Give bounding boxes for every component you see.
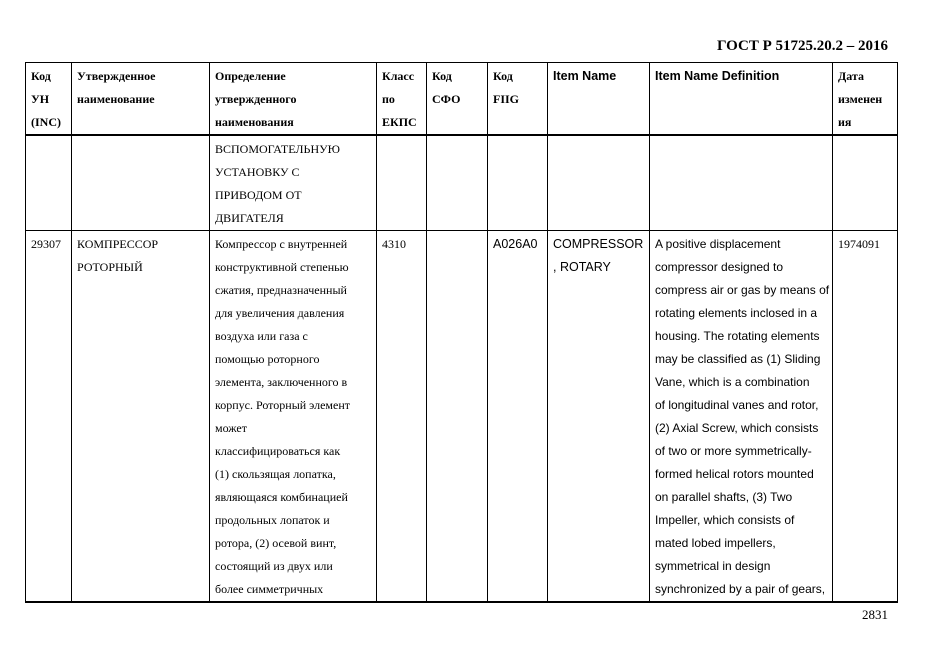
header-label-line: УН <box>31 92 50 106</box>
header-label-line: Item Name Definition <box>655 69 780 83</box>
table-row-continuation <box>26 135 898 231</box>
cell-text-line: of two or more symmetrically- <box>655 444 812 458</box>
cell-text-line: РОТОРНЫЙ <box>77 260 143 274</box>
cell-text-line: formed helical rotors mounted <box>655 467 814 481</box>
col-header-item-name <box>548 63 650 136</box>
table-row <box>26 231 898 603</box>
cell-item-name-definition <box>650 231 833 603</box>
header-label-line: Код <box>493 69 513 83</box>
header-label-line: ЕКПС <box>382 115 417 129</box>
header-label-line: (INC) <box>31 115 61 129</box>
cell-change-date <box>833 135 898 231</box>
header-label-line: Код <box>432 69 452 83</box>
cell-class <box>377 135 427 231</box>
header-label-line: FIIG <box>493 92 520 106</box>
header-label-line: Класс <box>382 69 415 83</box>
cell-class: 4310 <box>377 231 427 603</box>
header-label-line: Код <box>31 69 51 83</box>
cell-definition <box>210 135 377 231</box>
cell-text-line: compress air or gas by means of <box>655 283 830 297</box>
cell-text-line: Impeller, which consists of <box>655 513 795 527</box>
cell-sfo <box>427 231 488 603</box>
col-header-definition <box>210 63 377 136</box>
cell-definition <box>210 231 377 603</box>
page-number: 2831 <box>862 607 888 622</box>
header-label-line: Дата <box>838 69 864 83</box>
cell-text-line: конструктивной степенью <box>215 260 349 274</box>
header-label-line: утвержденного <box>215 92 297 106</box>
cell-approved-name <box>72 135 210 231</box>
cell-fiig <box>488 135 548 231</box>
cell-text-line: ВСПОМОГАТЕЛЬНУЮ <box>215 142 340 156</box>
cell-text-line: on parallel shafts, (3) Two <box>655 490 793 504</box>
document-header: ГОСТ Р 51725.20.2 – 2016 <box>716 38 888 54</box>
cell-text-line: УСТАНОВКУ С <box>215 165 300 179</box>
cell-text-line: housing. The rotating elements <box>655 329 820 343</box>
cell-text-line: более симметричных <box>215 582 324 596</box>
cell-text-line: корпус. Роторный элемент <box>215 398 351 412</box>
col-header-sfo <box>427 63 488 136</box>
header-label-line: ия <box>838 115 852 129</box>
cell-item-name <box>548 231 650 603</box>
cell-text-line: A positive displacement <box>655 237 781 251</box>
cell-text-line: symmetrical in design <box>655 559 771 573</box>
header-label-line: Определение <box>215 69 286 83</box>
cell-text-line: состоящий из двух или <box>215 559 333 573</box>
cell-text-line: ДВИГАТЕЛЯ <box>215 211 284 225</box>
cell-fiig: A026A0 <box>488 231 548 603</box>
cell-text-line: продольных лопаток и <box>215 513 330 527</box>
col-header-class <box>377 63 427 136</box>
col-header-change-date <box>833 63 898 136</box>
cell-text-line: COMPRESSOR <box>553 237 644 251</box>
cell-item-name-definition <box>650 135 833 231</box>
cell-change-date: 1974091 <box>833 231 898 603</box>
cell-sfo <box>427 135 488 231</box>
cell-text-line: воздуха или газа с <box>215 329 308 343</box>
catalog-table <box>25 62 898 603</box>
cell-inc <box>26 135 72 231</box>
cell-text-line: mated lobed impellers, <box>655 536 776 550</box>
cell-text-line: ПРИВОДОМ ОТ <box>215 188 302 202</box>
cell-text-line: synchronized by a pair of gears, <box>655 582 826 596</box>
header-label-line: по <box>382 92 395 106</box>
cell-text-line: КОМПРЕССОР <box>77 237 159 251</box>
header-row <box>26 63 898 136</box>
cell-text-line: may be classified as (1) Sliding <box>655 352 821 366</box>
cell-item-name <box>548 135 650 231</box>
header-label-line: наименование <box>77 92 155 106</box>
cell-text-line: (2) Axial Screw, which consists <box>655 421 819 435</box>
header-label-line: наименования <box>215 115 294 129</box>
cell-text-line: для увеличения давления <box>215 306 345 320</box>
cell-text-line: ротора, (2) осевой винт, <box>215 536 337 550</box>
header-label-line: Item Name <box>553 69 617 83</box>
col-header-item-name-definition <box>650 63 833 136</box>
col-header-fiig <box>488 63 548 136</box>
col-header-approved-name <box>72 63 210 136</box>
cell-text-line: Vane, which is a combination <box>655 375 810 389</box>
cell-text-line: Компрессор с внутренней <box>215 237 348 251</box>
cell-approved-name <box>72 231 210 603</box>
cell-text-line: (1) скользящая лопатка, <box>215 467 336 481</box>
header-label-line: изменен <box>838 92 883 106</box>
cell-text-line: являющаяся комбинацией <box>215 490 348 504</box>
cell-text-line: помощью роторного <box>215 352 320 366</box>
cell-text-line: rotating elements inclosed in a <box>655 306 818 320</box>
cell-text-line: элемента, заключенного в <box>215 375 348 389</box>
cell-inc: 29307 <box>26 231 72 603</box>
cell-text-line: может <box>215 421 247 435</box>
header-label-line: Утвержденное <box>77 69 156 83</box>
col-header-inc <box>26 63 72 136</box>
cell-text-line: сжатия, предназначенный <box>215 283 347 297</box>
header-label-line: СФО <box>432 92 461 106</box>
cell-text-line: compressor designed to <box>655 260 784 274</box>
cell-text-line: , ROTARY <box>553 260 611 274</box>
cell-text-line: классифицироваться как <box>215 444 341 458</box>
cell-text-line: of longitudinal vanes and rotor, <box>655 398 819 412</box>
